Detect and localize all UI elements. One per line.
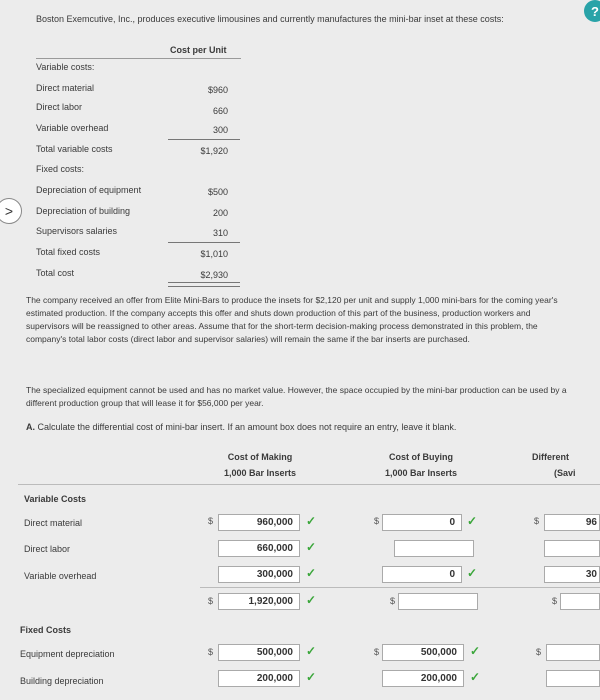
dollar-sign: $ (534, 516, 540, 526)
equipment-depreciation-row-label: Equipment depreciation (20, 649, 115, 659)
direct-material-making-input[interactable]: 960,000 (218, 514, 300, 531)
equipment-depreciation-buying-input[interactable]: 500,000 (382, 644, 464, 661)
supervisors-salaries-label: Supervisors salaries (36, 226, 118, 236)
variable-total-rule (200, 587, 600, 588)
dollar-sign: $ (208, 647, 214, 657)
variable-overhead-label: Variable overhead (36, 123, 109, 133)
checkmark-icon: ✓ (306, 566, 317, 580)
subtotal-rule (168, 139, 240, 140)
building-depreciation-making-input[interactable]: 200,000 (218, 670, 300, 687)
differential-subtitle: (Savi (554, 468, 576, 478)
checkmark-icon: ✓ (470, 670, 481, 684)
checkmark-icon: ✓ (306, 540, 317, 554)
variable-overhead-diff-input[interactable]: 30 (544, 566, 600, 583)
part-a-instruction (26, 422, 456, 432)
cost-of-buying-title: Cost of Buying (389, 452, 453, 462)
checkmark-icon: ✓ (467, 566, 478, 580)
variable-overhead-value: 300 (212, 125, 228, 135)
space-lease-paragraph: The specialized equipment cannot be used and has no market value. However, the space occupied by the mini-bar production can be used by a different production group that will lease it for $56,000 per year. (26, 385, 567, 408)
variable-total-diff-input[interactable] (560, 593, 600, 610)
part-a-text: Calculate the differential cost of mini-bar insert. If an amount box does not require an entry, leave it blank. (37, 422, 457, 432)
variable-total-buying-input[interactable] (398, 593, 478, 610)
dollar-sign: $ (536, 647, 542, 657)
dollar-sign: $ (552, 596, 558, 606)
depreciation-building-label: Depreciation of building (36, 206, 131, 216)
checkmark-icon: ✓ (306, 514, 317, 528)
equipment-depreciation-making-input[interactable]: 500,000 (218, 644, 300, 661)
building-depreciation-buying-input[interactable]: 200,000 (382, 670, 464, 687)
subtotal-rule (168, 242, 240, 243)
checkmark-icon: ✓ (306, 593, 317, 607)
variable-overhead-row-label: Variable overhead (24, 571, 97, 581)
part-a-prefix: A. (26, 422, 35, 432)
dollar-sign: $ (374, 647, 380, 657)
dollar-sign: $ (374, 516, 380, 526)
building-depreciation-row-label: Building depreciation (20, 676, 104, 686)
total-variable-costs-label: Total variable costs (36, 144, 113, 154)
dollar-sign: $ (208, 596, 214, 606)
dollar-sign: $ (208, 516, 214, 526)
cost-of-buying-subtitle: 1,000 Bar Inserts (384, 468, 458, 478)
cost-of-buying-header (366, 449, 476, 481)
direct-labor-row-label: Direct labor (24, 544, 71, 554)
supervisors-salaries-value: 310 (212, 228, 228, 238)
checkmark-icon: ✓ (467, 514, 478, 528)
table-header-divider (18, 484, 600, 485)
checkmark-icon: ✓ (306, 670, 317, 684)
direct-labor-value: 660 (212, 106, 228, 116)
variable-total-making-input[interactable]: 1,920,000 (218, 593, 300, 610)
checkmark-icon: ✓ (306, 644, 317, 658)
dollar-sign: $ (390, 596, 396, 606)
differential-header (532, 449, 600, 481)
fixed-costs-section-label: Fixed Costs (20, 625, 72, 635)
help-icon[interactable]: ? (584, 0, 600, 22)
total-cost-label: Total cost (36, 268, 75, 278)
direct-material-label: Direct material (36, 83, 95, 93)
direct-labor-making-input[interactable]: 660,000 (218, 540, 300, 557)
problem-intro: Boston Exemcutive, Inc., produces executive limousines and currently manufactures the mini-bar inset at these costs: (36, 14, 504, 24)
equipment-depreciation-diff-input[interactable] (546, 644, 600, 661)
total-variable-costs-value: $1,920 (200, 146, 228, 156)
chevron-right-icon[interactable]: > (0, 198, 22, 224)
total-fixed-costs-value: $1,010 (200, 249, 228, 259)
direct-labor-diff-input[interactable] (544, 540, 600, 557)
direct-labor-buying-input[interactable] (394, 540, 474, 557)
checkmark-icon: ✓ (470, 644, 481, 658)
direct-material-value: $960 (207, 85, 228, 95)
cost-of-making-header (205, 449, 315, 481)
direct-labor-label: Direct labor (36, 102, 83, 112)
total-double-rule (168, 282, 240, 287)
total-fixed-costs-label: Total fixed costs (36, 247, 101, 257)
direct-material-row-label: Direct material (24, 518, 83, 528)
depreciation-building-value: 200 (212, 208, 228, 218)
depreciation-equipment-value: $500 (207, 187, 228, 197)
differential-title: Different (532, 452, 570, 462)
cost-of-making-title: Cost of Making (227, 452, 293, 462)
variable-overhead-buying-input[interactable]: 0 (382, 566, 462, 583)
cost-of-making-subtitle: 1,000 Bar Inserts (223, 468, 297, 478)
fixed-costs-heading: Fixed costs: (36, 164, 85, 174)
variable-overhead-making-input[interactable]: 300,000 (218, 566, 300, 583)
total-cost-value: $2,930 (200, 270, 228, 280)
offer-paragraph: The company received an offer from Elite Mini-Bars to produce the insets for $2,120 per unit and supply 1,000 mini-bars for the coming year's estimated production. If the company accepts this offer and shuts down production of this part of the business, production workers and supervisors will be reassigned to other areas. Assume that for the short-term decision-making process demonstrated in this problem, the company's total labor costs (direct labor and supervisor salaries) will remain the same if the bar inserts are purchased. (26, 295, 558, 344)
variable-costs-section-label: Variable Costs (24, 494, 87, 504)
direct-material-diff-input[interactable]: 96 (544, 514, 600, 531)
header-divider (36, 58, 241, 59)
depreciation-equipment-label: Depreciation of equipment (36, 185, 142, 195)
cost-per-unit-header: Cost per Unit (170, 45, 227, 55)
direct-material-buying-input[interactable]: 0 (382, 514, 462, 531)
building-depreciation-diff-input[interactable] (546, 670, 600, 687)
variable-costs-heading: Variable costs: (36, 62, 95, 72)
